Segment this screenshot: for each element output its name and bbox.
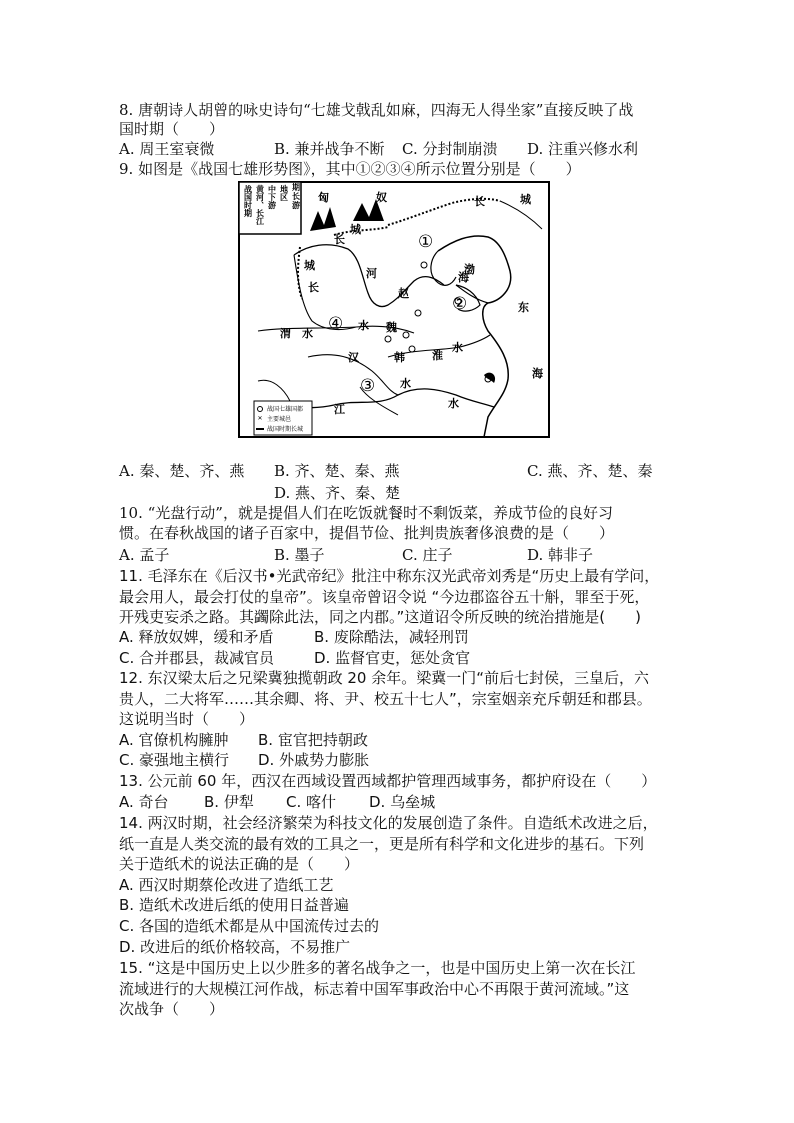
map-label-chang-1: 长 [334, 233, 345, 246]
map-legend-city: 主要城邑 [267, 416, 292, 423]
q9-option-a: A. 秦、楚、齐、燕 [119, 462, 245, 480]
svg-text:✕: ✕ [257, 415, 263, 422]
q8-option-a: A. 周王室衰微 [119, 140, 215, 158]
q14-stem-line3: 关于造纸术的说法正确的是（ ） [119, 855, 360, 873]
q9-option-d: D. 燕、齐、秦、楚 [274, 484, 401, 502]
q13-option-a: A. 奇台 [119, 793, 169, 811]
map-label-shui-4: 水 [400, 377, 411, 390]
map-label-han: 韩 [394, 351, 405, 364]
q11-stem-line3: 开残吏妄杀之路。其蠲除此法，同之内郡。”这道诏令所反映的统治措施是( ) [119, 608, 641, 626]
q12-stem-line3: 这说明当时（ ） [119, 710, 255, 728]
map-label-wei-river: 渭 [280, 327, 291, 340]
q12-option-d: D. 外戚势力膨胀 [258, 751, 370, 769]
map-label-cheng-2: 城 [304, 259, 315, 272]
q13-stem: 13. 公元前 60 年，西汉在西域设置西域都护管理西域事务，都护府设在（ ） [119, 772, 657, 790]
map-label-hai: 海 [458, 271, 469, 284]
q9-option-c: C. 燕、齐、楚、秦 [527, 462, 653, 480]
map-legend-capital: 战国七雄国都 [267, 406, 304, 413]
q8-stem-line2: 国时期（ ） [119, 120, 225, 138]
map-label-wei: 魏 [386, 321, 397, 334]
q10-option-d: D. 韩非子 [527, 546, 594, 564]
q13-option-b: B. 伊犁 [204, 793, 254, 811]
q8-option-d: D. 注重兴修水利 [527, 140, 639, 158]
q10-option-c: C. 庄子 [402, 546, 453, 564]
map-inset-col-1: 期长游 [292, 183, 300, 210]
q11-option-b: B. 废除酷法，减轻刑罚 [314, 628, 469, 646]
map-label-han-river: 汉 [348, 351, 359, 364]
map-label-chang: 长 [474, 195, 485, 208]
q13-option-d: D. 乌垒城 [369, 793, 436, 811]
map-label-hai-2: 海 [532, 367, 543, 380]
q14-option-a: A. 西汉时期蔡伦改进了造纸工艺 [119, 876, 334, 894]
q13-option-c: C. 喀什 [286, 793, 337, 811]
map-label-jiang: 江 [334, 403, 345, 416]
q11-stem-line2: 最会用人，最会打仗的皇帝”。该皇帝曾诏令说 “今边郡盗谷五十斛，罪至于死， [119, 588, 650, 606]
q14-option-c: C. 各国的造纸术都是从中国流传过去的 [119, 917, 380, 935]
map-label-cheng: 城 [520, 193, 531, 206]
q14-option-d: D. 改进后的纸价格较高，不易推广 [119, 938, 351, 956]
map-marker-4: ④ [328, 314, 344, 334]
map-label-bo: 渤 [464, 263, 475, 276]
map-label-huai: 淮 [432, 349, 443, 362]
q15-stem-line2: 流域进行的大规模江河作战，标志着中国军事政治中心不再限于黄河流域。”这 [119, 980, 630, 998]
map-label-shui-3: 水 [452, 341, 463, 354]
q12-option-b: B. 宦官把持朝政 [258, 731, 368, 749]
map-label-he: 河 [366, 267, 377, 280]
map-marker-2: ② [452, 294, 468, 314]
map-label-zhao: 赵 [398, 287, 409, 300]
map-inset-text-2: 黄河、长江 [255, 185, 265, 225]
q12-option-c: C. 豪强地主横行 [119, 751, 230, 769]
map-label-cheng-1: 城 [350, 223, 361, 236]
map-marker-3: ③ [360, 376, 376, 396]
q11-option-d: D. 监督官吏，惩处贪官 [314, 649, 471, 667]
map-label-dong: 东 [518, 301, 529, 314]
map-label-shui-1: 水 [302, 327, 313, 340]
map-label-xiong: 匈 [318, 191, 329, 204]
q9-option-b: B. 齐、楚、秦、燕 [274, 462, 400, 480]
q14-stem-line2: 纸一直是人类交流的最有效的工具之一，更是所有科学和文化进步的基石。下列 [119, 835, 645, 853]
q8-stem-line1: 8. 唐朝诗人胡曾的咏史诗句“七雄戈戟乱如麻，四海无人得坐家”直接反映了战 [119, 101, 634, 119]
q11-option-c: C. 合并郡县，裁减官员 [119, 649, 275, 667]
q15-stem-line1: 15. “这是中国历史上以少胜多的著名战争之一，也是中国历史上第一次在长江 [119, 959, 636, 977]
map-label-chang-2: 长 [308, 281, 319, 294]
q15-stem-line3: 次战争（ ） [119, 1000, 225, 1018]
q8-option-c: C. 分封制崩溃 [402, 140, 498, 158]
map-label-shui-2: 水 [358, 319, 369, 332]
q12-stem-line1: 12. 东汉梁太后之兄梁冀独揽朝政 20 余年。梁冀一门“前后七封侯，三皇后，六 [119, 669, 650, 687]
q11-option-a: A. 释放奴婢，缓和矛盾 [119, 628, 274, 646]
q10-stem-line2: 惯。在春秋战国的诸子百家中，提倡节俭、批判贵族奢侈浪费的是（ ） [119, 524, 615, 542]
q12-stem-line2: 贵人，二大将军……其余卿、将、尹、校五十七人”，宗室姻亲充斥朝廷和郡县。 [119, 690, 652, 708]
map-legend-wall: 战国时期长城 [267, 426, 304, 433]
map-inset-text-1: 战国时期 [243, 185, 253, 217]
map-inset-text-4: 地区 [279, 185, 289, 201]
q14-option-b: B. 造纸术改进后纸的使用日益普遍 [119, 896, 349, 914]
q12-option-a: A. 官僚机构臃肿 [119, 731, 229, 749]
q10-option-a: A. 孟子 [119, 546, 170, 564]
map-marker-1: ① [418, 232, 434, 252]
q11-stem-line1: 11. 毛泽东在《后汉书•光武帝纪》批注中称东汉光武帝刘秀是“历史上最有学问， [119, 567, 660, 585]
q10-stem-line1: 10. “光盘行动”，就是提倡人们在吃饭就餐时不剩饭菜，养成节俭的良好习 [119, 504, 613, 522]
map-label-nu: 奴 [376, 191, 387, 204]
map-label-shui-5: 水 [448, 397, 459, 410]
q9-stem: 9. 如图是《战国七雄形势图》，其中①②③④所示位置分别是（ ） [119, 160, 581, 178]
map-inset-text-3: 中下游 [267, 185, 277, 209]
q14-stem-line1: 14. 两汉时期，社会经济繁荣为科技文化的发展创造了条件。自造纸术改进之后， [119, 814, 658, 832]
warring-states-map [238, 181, 550, 438]
q10-option-b: B. 墨子 [274, 546, 325, 564]
q8-option-b: B. 兼并战争不断 [274, 140, 385, 158]
